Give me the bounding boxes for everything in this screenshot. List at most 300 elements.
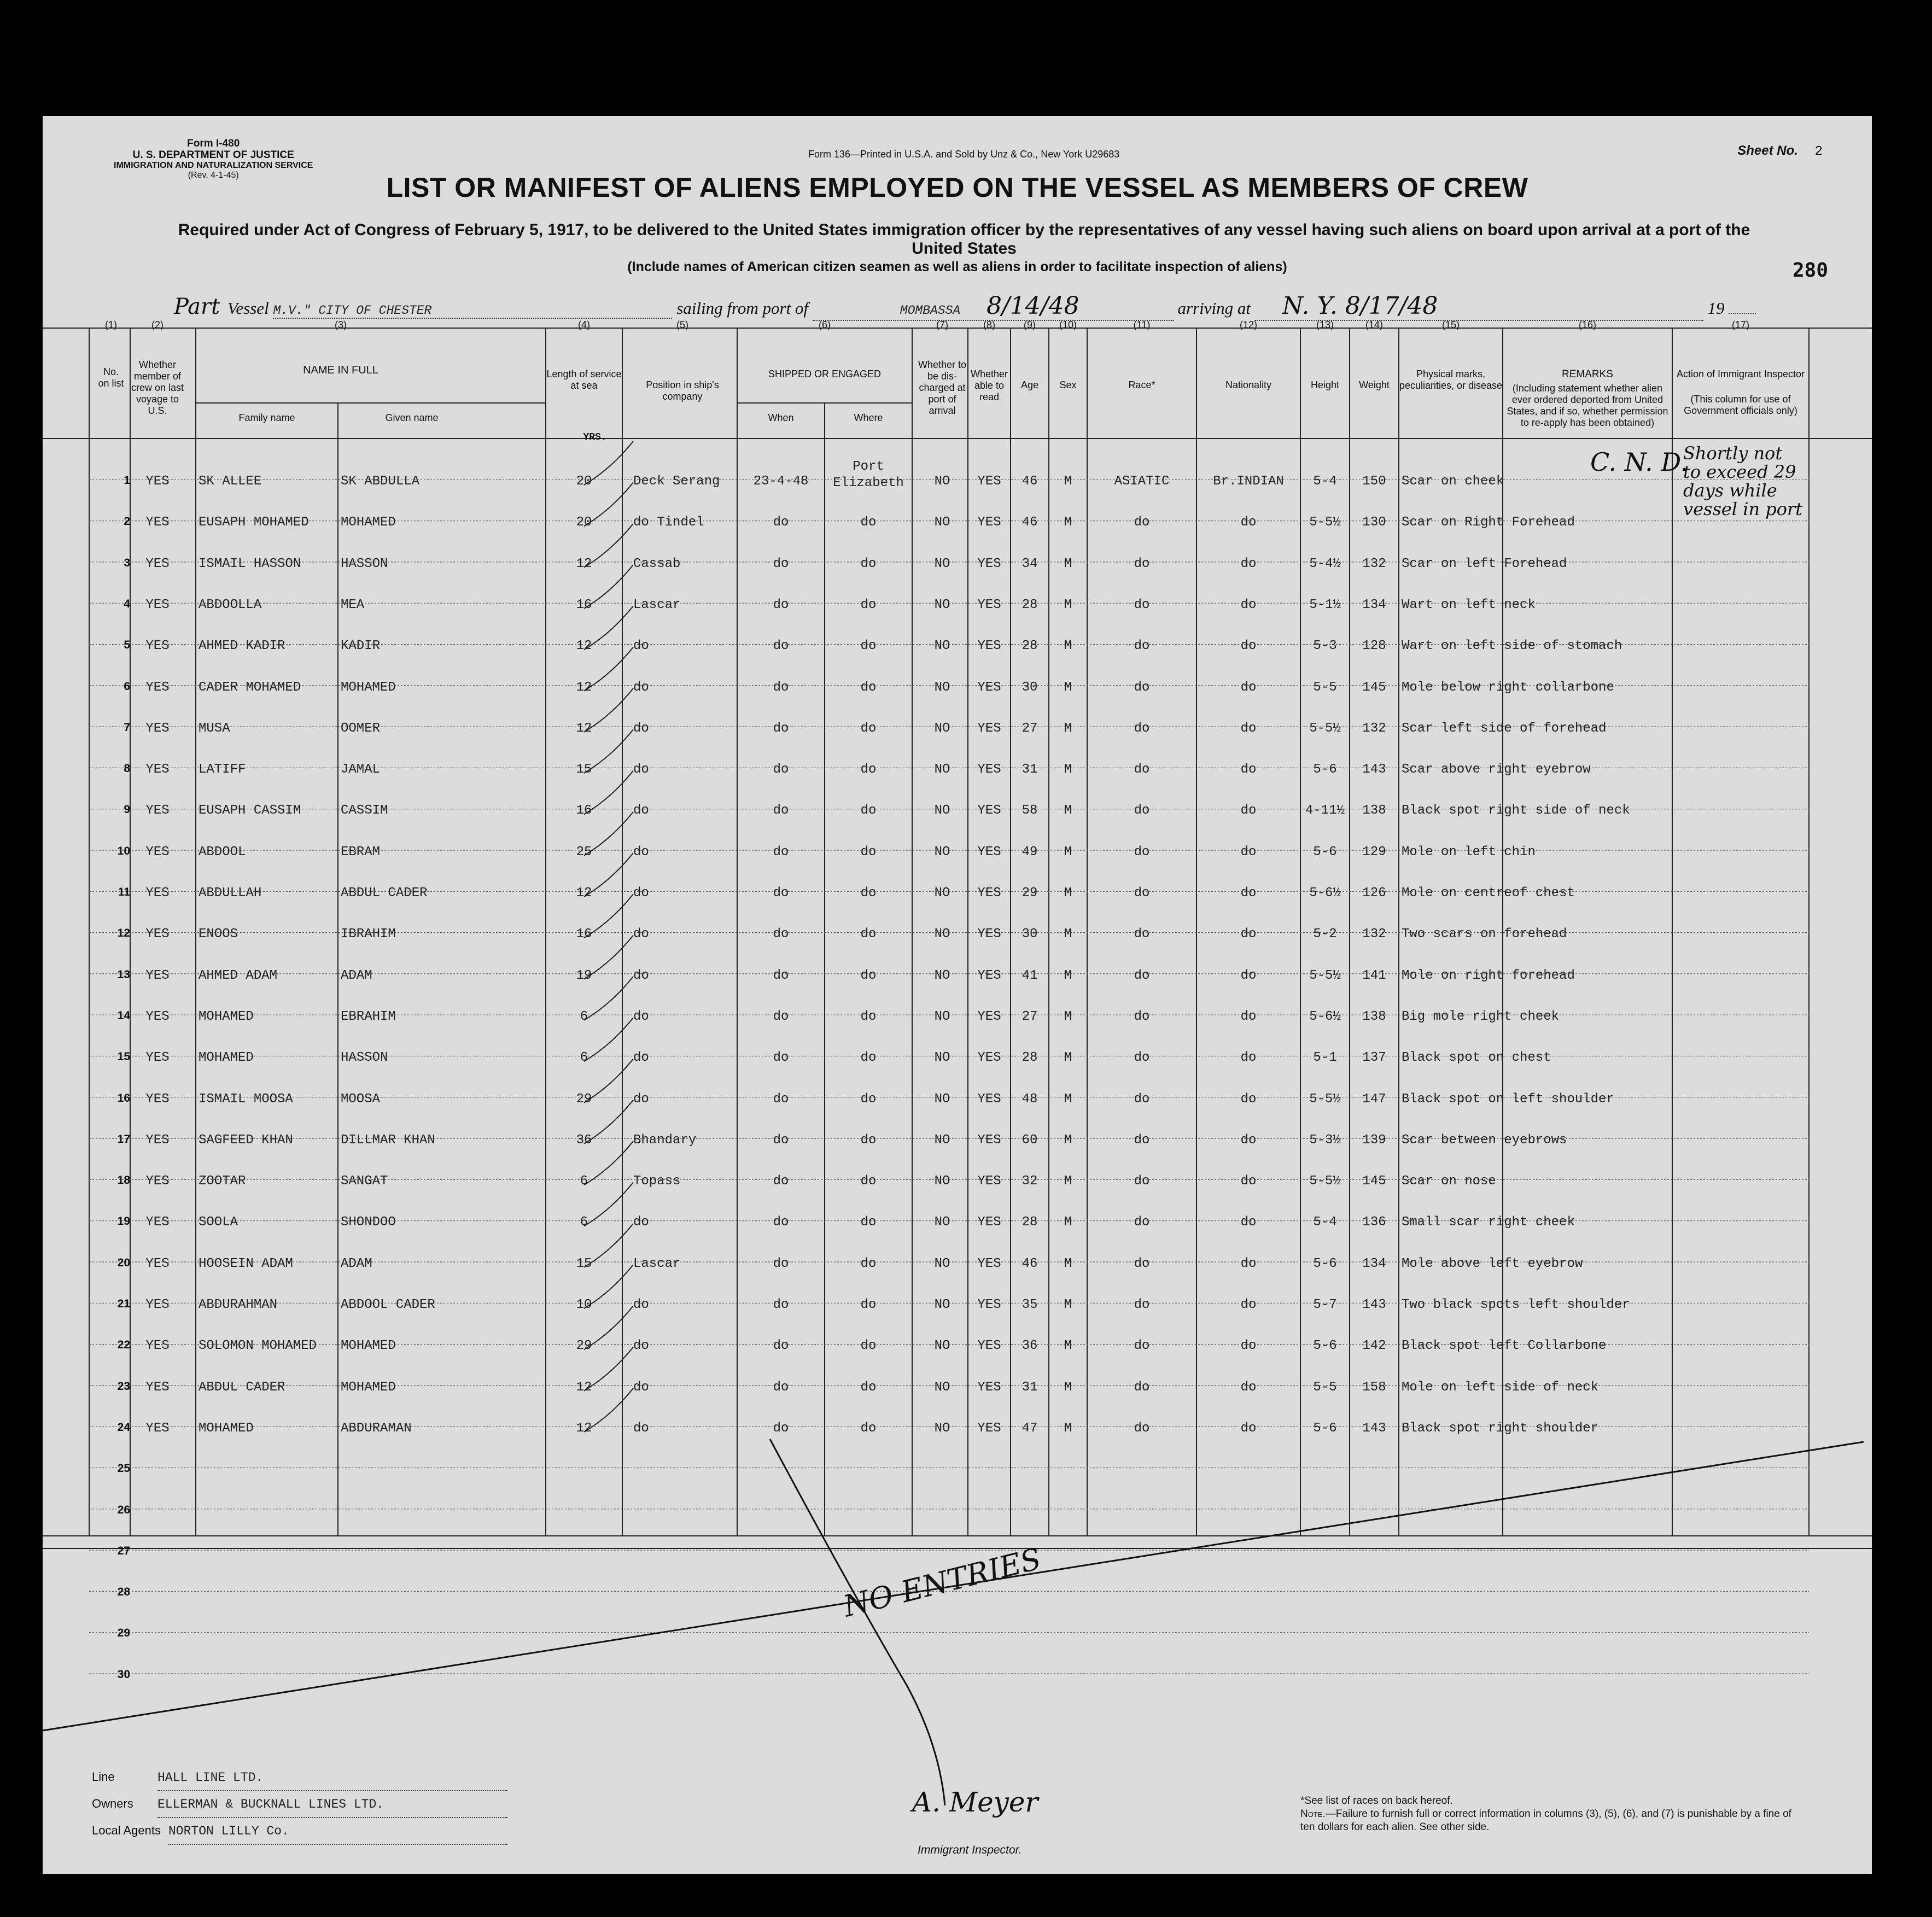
cell-given: EBRAM: [341, 844, 381, 860]
cell-discharged: NO: [934, 1174, 950, 1189]
cell-where: do: [860, 762, 877, 778]
cell-read: YES: [977, 474, 1001, 489]
cell-crew: YES: [145, 762, 170, 778]
line-label: Line: [92, 1770, 115, 1784]
cell-service: 29: [576, 1091, 592, 1107]
cell-service: 19: [576, 968, 592, 983]
cell-age: 46: [1022, 474, 1038, 489]
cell-position: do: [633, 1050, 649, 1066]
cell-marks: Mole on right forehead: [1402, 968, 1575, 983]
cell-height: 5-5½: [1309, 721, 1341, 736]
cell-family: LATIFF: [199, 762, 246, 778]
cell-sex: M: [1064, 1215, 1072, 1230]
header-shipped: SHIPPED OR ENGAGED: [768, 369, 882, 379]
cell-race: do: [1134, 762, 1150, 778]
cell-no: 11: [118, 886, 130, 898]
cell-read: YES: [977, 1174, 1001, 1189]
cell-no: 17: [117, 1132, 130, 1145]
cell-read: YES: [977, 927, 1001, 942]
header-family: Family name: [238, 412, 295, 423]
header-remarks: REMARKS: [1562, 369, 1613, 380]
cell-discharged: NO: [934, 680, 950, 695]
cell-when: do: [773, 1009, 789, 1024]
cell-sex: M: [1064, 1256, 1072, 1271]
cell-given: HASSON: [341, 556, 388, 571]
empty-row-number: 27: [117, 1544, 130, 1557]
cell-where: do: [860, 1132, 877, 1148]
cell-marks: Mole on left side of neck: [1402, 1380, 1599, 1395]
colnum: (9): [1024, 319, 1036, 330]
port: MOMBASSA: [900, 303, 961, 318]
cell-weight: 143: [1362, 1421, 1386, 1436]
cell-read: YES: [977, 844, 1001, 860]
cell-service: 15: [576, 762, 592, 778]
cell-given: ADAM: [341, 968, 372, 983]
cell-race: do: [1134, 1380, 1150, 1395]
header-remarks-note: (Including statement whether alien ever ordered deported from United States, and if so, whether permission to re-apply has been obtained): [1507, 383, 1668, 428]
cell-weight: 138: [1362, 1009, 1386, 1024]
cell-family: ABDULLAH: [199, 886, 262, 901]
cell-service: 10: [576, 1298, 592, 1312]
footnote: [1300, 1795, 1793, 1834]
cell-height: 5-6: [1313, 762, 1337, 778]
cell-service: 12: [576, 886, 592, 901]
cell-nationality: do: [1240, 1421, 1257, 1436]
cell-given: JAMAL: [341, 762, 381, 778]
cell-crew: YES: [145, 639, 170, 654]
cell-when: do: [773, 1091, 789, 1107]
cell-discharged: NO: [934, 1298, 950, 1312]
header-where: Where: [854, 412, 883, 423]
cell-height: 5-4: [1313, 474, 1337, 489]
cell-given: HASSON: [341, 1050, 388, 1066]
cell-race: do: [1134, 1256, 1150, 1271]
cell-given: MOHAMED: [341, 680, 396, 695]
cell-sex: M: [1064, 927, 1072, 942]
cell-where: do: [860, 680, 877, 695]
cell-height: 5-5½: [1309, 515, 1341, 530]
cell-nationality: Br.INDIAN: [1213, 474, 1284, 489]
cell-discharged: NO: [934, 1421, 950, 1436]
cell-sex: M: [1064, 474, 1072, 489]
cell-race: do: [1134, 680, 1150, 695]
cell-when: do: [773, 886, 789, 901]
cell-service: 15: [576, 1256, 592, 1271]
cell-family: SAGFEED KHAN: [199, 1132, 293, 1148]
cell-discharged: NO: [934, 1050, 950, 1066]
sheet-value: 2: [1814, 144, 1823, 159]
cell-no: 2: [124, 515, 130, 528]
cell-marks: Wart on left neck: [1402, 597, 1536, 612]
cell-given: CASSIM: [341, 803, 388, 819]
cell-discharged: NO: [934, 597, 950, 612]
races-note: *See list of races on back hereof.: [1300, 1795, 1453, 1807]
cell-age: 60: [1022, 1132, 1038, 1148]
cell-no: 19: [117, 1215, 130, 1228]
cell-height: 5-6: [1313, 1339, 1337, 1354]
cell-weight: 158: [1362, 1380, 1386, 1395]
cell-family: ZOOTAR: [199, 1174, 246, 1189]
cell-discharged: NO: [934, 1256, 950, 1271]
cell-crew: YES: [145, 1174, 170, 1189]
cell-race: do: [1134, 968, 1150, 983]
cell-no: 7: [124, 721, 130, 734]
form-number: Form I-480: [187, 138, 240, 149]
cell-read: YES: [977, 886, 1001, 901]
cell-no: 22: [117, 1339, 130, 1352]
cell-no: 12: [117, 927, 130, 940]
cell-age: 58: [1022, 803, 1038, 819]
sailing-date: 8/14/48: [986, 292, 1079, 320]
vessel-label: Vessel: [227, 299, 269, 318]
cell-family: ABDOOLLA: [199, 597, 262, 612]
agents-row: [92, 1818, 507, 1845]
header-name: NAME IN FULL: [303, 364, 378, 376]
cell-no: 24: [117, 1421, 130, 1434]
cell-crew: YES: [145, 1009, 170, 1024]
cell-discharged: NO: [934, 1339, 950, 1354]
cell-age: 48: [1022, 1091, 1038, 1107]
cell-given: MOOSA: [341, 1091, 381, 1107]
cell-when: do: [773, 721, 789, 736]
colnum: (2): [151, 319, 164, 330]
header-marks: Physical marks, peculiarities, or disease: [1399, 369, 1503, 391]
cell-height: 5-4½: [1309, 556, 1341, 571]
header-discharged: Whether to be dis-charged at port of arrival: [918, 359, 967, 416]
note: [1300, 1808, 1793, 1834]
cell-position: do: [633, 721, 649, 736]
cell-position: do: [633, 803, 649, 819]
colnum: (7): [936, 319, 948, 330]
cell-service: 12: [576, 556, 592, 571]
cell-sex: M: [1064, 1132, 1072, 1148]
cell-age: 49: [1022, 844, 1038, 860]
empty-row-number: 30: [117, 1668, 130, 1681]
cell-given: MOHAMED: [341, 1380, 396, 1395]
cell-race: do: [1134, 844, 1150, 860]
cell-race: do: [1134, 1050, 1150, 1066]
cell-position: Lascar: [633, 1256, 681, 1271]
cell-sex: M: [1064, 1380, 1072, 1395]
cell-service: 6: [580, 1174, 588, 1189]
cell-sex: M: [1064, 1339, 1072, 1354]
header-age: Age: [1020, 379, 1039, 390]
cell-age: 29: [1022, 886, 1038, 901]
cell-crew: YES: [145, 556, 170, 571]
cell-age: 35: [1022, 1298, 1038, 1312]
cell-marks: Black spot right shoulder: [1402, 1421, 1599, 1436]
cell-crew: YES: [145, 1215, 170, 1230]
cell-where: do: [860, 556, 877, 571]
cell-family: AHMED ADAM: [199, 968, 278, 983]
cell-read: YES: [977, 1215, 1001, 1230]
sailing-label: sailing from port of: [676, 299, 809, 318]
cell-weight: 130: [1362, 515, 1386, 530]
cell-race: do: [1134, 1421, 1150, 1436]
note-text: —Failure to furnish full or correct information in columns (3), (5), (6), and (7) is punishable by a fine of ten dollars for each alien. See other side.: [1300, 1808, 1791, 1833]
cell-crew: YES: [145, 474, 170, 489]
cell-crew: YES: [145, 844, 170, 860]
cell-given: ADAM: [341, 1256, 372, 1271]
cell-weight: 138: [1362, 803, 1386, 819]
cell-nationality: do: [1240, 639, 1257, 654]
cell-weight: 142: [1362, 1339, 1386, 1354]
cell-marks: Mole below right collarbone: [1402, 680, 1614, 695]
cell-when: do: [773, 1298, 789, 1312]
cell-sex: M: [1064, 1421, 1072, 1436]
cell-read: YES: [977, 1091, 1001, 1107]
cell-sex: M: [1064, 721, 1072, 736]
colnum: (4): [578, 319, 590, 330]
cell-height: 5-3½: [1309, 1132, 1341, 1148]
cell-nationality: do: [1240, 886, 1257, 901]
cell-given: MOHAMED: [341, 1339, 396, 1354]
margin-note: Part: [174, 294, 220, 319]
cell-marks: Scar on left Forehead: [1402, 556, 1567, 571]
cell-where: do: [860, 968, 877, 983]
cell-age: 30: [1022, 680, 1038, 695]
cell-age: 31: [1022, 762, 1038, 778]
cell-position: Topass: [633, 1174, 681, 1189]
cell-no: 6: [124, 680, 130, 693]
cell-height: 5-5½: [1309, 968, 1341, 983]
cell-position: Cassab: [633, 556, 681, 571]
cell-age: 46: [1022, 515, 1038, 530]
cell-read: YES: [977, 1421, 1001, 1436]
cell-weight: 141: [1362, 968, 1386, 983]
cell-given: SANGAT: [341, 1174, 388, 1189]
cell-given: MEA: [341, 597, 365, 612]
cell-sex: M: [1064, 680, 1072, 695]
cell-height: 5-6: [1313, 844, 1337, 860]
header-no: No. on list: [98, 366, 124, 389]
cell-where: do: [860, 1091, 877, 1107]
cell-given: MOHAMED: [341, 515, 396, 530]
cell-service: 6: [580, 1050, 588, 1066]
cell-when: do: [773, 927, 789, 942]
cell-read: YES: [977, 803, 1001, 819]
cell-where: do: [860, 1421, 877, 1436]
header-weight: Weight: [1359, 379, 1390, 390]
cell-marks: Mole on centreof chest: [1402, 886, 1575, 901]
cell-discharged: NO: [934, 474, 950, 489]
include-note: (Include names of American citizen seamen as well as aliens in order to facilitate inspection of aliens): [627, 259, 1287, 274]
colnum: (16): [1578, 319, 1596, 330]
cell-nationality: do: [1240, 1132, 1257, 1148]
cell-where: do: [860, 597, 877, 612]
cell-position: do: [633, 1009, 649, 1024]
cell-family: ISMAIL HASSON: [199, 556, 301, 571]
cell-age: 32: [1022, 1174, 1038, 1189]
cell-no: 3: [124, 556, 130, 569]
header-when: When: [768, 412, 794, 423]
cell-where: do: [860, 639, 877, 654]
cell-age: 41: [1022, 968, 1038, 983]
cell-age: 31: [1022, 1380, 1038, 1395]
cell-position: do: [633, 1421, 649, 1436]
cell-race: do: [1134, 1339, 1150, 1354]
cell-sex: M: [1064, 803, 1072, 819]
cell-race: ASIATIC: [1114, 474, 1170, 489]
cell-service: 12: [576, 721, 592, 736]
cancel-curve: [770, 1439, 945, 1805]
cell-no: 8: [124, 762, 130, 775]
inspector-label: Immigrant Inspector.: [918, 1844, 1022, 1856]
cell-no: 10: [117, 844, 130, 857]
cell-discharged: NO: [934, 721, 950, 736]
inspector-action: Shortly not to exceed 29 days while vessel in port: [1683, 443, 1803, 519]
cell-sex: M: [1064, 886, 1072, 901]
cell-position: Bhandary: [633, 1132, 697, 1148]
cell-position: do: [633, 1298, 649, 1312]
cell-position: Deck Serang: [633, 474, 720, 489]
cell-when: do: [773, 1380, 789, 1395]
cell-service: 12: [576, 1421, 592, 1436]
cell-race: do: [1134, 1091, 1150, 1107]
cell-when: do: [773, 1421, 789, 1436]
cell-service: 25: [576, 844, 592, 860]
cell-weight: 143: [1362, 762, 1386, 778]
cell-race: do: [1134, 597, 1150, 612]
cell-nationality: do: [1240, 1339, 1257, 1354]
cell-nationality: do: [1240, 1174, 1257, 1189]
cell-marks: Scar left side of forehead: [1402, 721, 1607, 736]
page-title: LIST OR MANIFEST OF ALIENS EMPLOYED ON THE VESSEL AS MEMBERS OF CREW: [386, 172, 1528, 203]
line-value: HALL LINE LTD.: [157, 1765, 507, 1791]
cell-marks: Scar on cheek: [1402, 474, 1504, 489]
cell-read: YES: [977, 597, 1001, 612]
cell-crew: YES: [145, 1380, 170, 1395]
cell-no: 9: [124, 803, 130, 816]
cell-discharged: NO: [934, 844, 950, 860]
cell-given: ABDOOL CADER: [341, 1298, 435, 1312]
cell-when: do: [773, 762, 789, 778]
colnum: (3): [335, 319, 347, 330]
cell-discharged: NO: [934, 1009, 950, 1024]
cell-race: do: [1134, 886, 1150, 901]
cell-when: do: [773, 1174, 789, 1189]
cell-service: 12: [576, 680, 592, 695]
cell-height: 4-11½: [1305, 803, 1345, 819]
cell-marks: Scar between eyebrows: [1402, 1132, 1567, 1148]
arrival: N. Y. 8/17/48: [1282, 292, 1438, 320]
cell-weight: 145: [1362, 680, 1386, 695]
empty-row-number: 25: [117, 1462, 130, 1475]
year-label: 19: [1707, 299, 1725, 318]
cell-nationality: do: [1240, 680, 1257, 695]
header-nationality: Nationality: [1225, 379, 1272, 390]
header-position: Position in ship's company: [646, 379, 719, 402]
cell-given: SK ABDULLA: [341, 474, 420, 489]
cell-when: do: [773, 1339, 789, 1354]
cell-where: do: [860, 1380, 877, 1395]
cell-family: EUSAPH CASSIM: [199, 803, 301, 819]
cell-no: 18: [117, 1174, 130, 1187]
cell-read: YES: [977, 556, 1001, 571]
cell-read: YES: [977, 639, 1001, 654]
cell-discharged: NO: [934, 968, 950, 983]
colnum: (14): [1365, 319, 1383, 330]
cell-family: MOHAMED: [199, 1009, 254, 1024]
cell-when: do: [773, 597, 789, 612]
cell-nationality: do: [1240, 1298, 1257, 1312]
header-height: Height: [1310, 379, 1340, 390]
cell-nationality: do: [1240, 1380, 1257, 1395]
cell-marks: Two black spots left shoulder: [1402, 1298, 1630, 1312]
cell-age: 28: [1022, 597, 1038, 612]
colnum: (12): [1239, 319, 1257, 330]
cell-sex: M: [1064, 1298, 1072, 1312]
cell-service: 20: [576, 515, 592, 530]
cell-height: 5-6: [1313, 1256, 1337, 1271]
cell-discharged: NO: [934, 803, 950, 819]
empty-row-number: 29: [117, 1627, 130, 1640]
cell-weight: 139: [1362, 1132, 1386, 1148]
cell-marks: Scar above right eyebrow: [1402, 762, 1591, 778]
cell-no: 16: [117, 1091, 130, 1104]
line-row: [92, 1764, 507, 1791]
cell-nationality: do: [1240, 515, 1257, 530]
cell-nationality: do: [1240, 1050, 1257, 1066]
cell-weight: 132: [1362, 927, 1386, 942]
cell-read: YES: [977, 515, 1001, 530]
cell-discharged: NO: [934, 515, 950, 530]
cell-read: YES: [977, 721, 1001, 736]
cell-height: 5-3: [1313, 639, 1337, 654]
cell-race: do: [1134, 1132, 1150, 1148]
cell-where: do: [860, 886, 877, 901]
cell-weight: 132: [1362, 556, 1386, 571]
cell-crew: YES: [145, 1050, 170, 1066]
inspector-signature: A. Meyer: [912, 1786, 1038, 1818]
cell-crew: YES: [145, 680, 170, 695]
footer: [92, 1764, 507, 1845]
department: U. S. DEPARTMENT OF JUSTICE: [132, 149, 294, 161]
cell-discharged: NO: [934, 1091, 950, 1107]
cell-race: do: [1134, 1009, 1150, 1024]
cell-marks: Black spot left Collarbone: [1402, 1339, 1607, 1354]
cell-weight: 128: [1362, 639, 1386, 654]
cell-service: 29: [576, 1339, 592, 1354]
cell-position: do: [633, 886, 649, 901]
cell-height: 5-5½: [1309, 1091, 1341, 1107]
cell-nationality: do: [1240, 1256, 1257, 1271]
cell-when: do: [773, 844, 789, 860]
cell-crew: YES: [145, 1132, 170, 1148]
cell-crew: YES: [145, 803, 170, 819]
cell-race: do: [1134, 1215, 1150, 1230]
cell-given: ABDURAMAN: [341, 1421, 412, 1436]
cell-sex: M: [1064, 515, 1072, 530]
cell-read: YES: [977, 1339, 1001, 1354]
cell-nationality: do: [1240, 968, 1257, 983]
cell-weight: 134: [1362, 597, 1386, 612]
cell-marks: Two scars on forehead: [1402, 927, 1567, 942]
colnum: (17): [1731, 319, 1749, 330]
cell-sex: M: [1064, 762, 1072, 778]
cell-nationality: do: [1240, 803, 1257, 819]
cell-family: MUSA: [199, 721, 230, 736]
cell-no: 1: [124, 474, 130, 487]
cell-nationality: do: [1240, 1091, 1257, 1107]
cell-discharged: NO: [934, 556, 950, 571]
agents-value: NORTON LILLY Co.: [168, 1819, 507, 1845]
cell-marks: Mole on left chin: [1402, 844, 1536, 860]
no-entries-note: NO ENTRIES: [839, 1541, 1044, 1624]
cell-no: 14: [117, 1009, 130, 1022]
required-statement: Required under Act of Congress of February 5, 1917, to be delivered to the United States immigration officer by the representatives of any vessel having such aliens on board upon arrival at a port of the United States: [178, 221, 1750, 258]
cell-given: IBRAHIM: [341, 927, 396, 942]
